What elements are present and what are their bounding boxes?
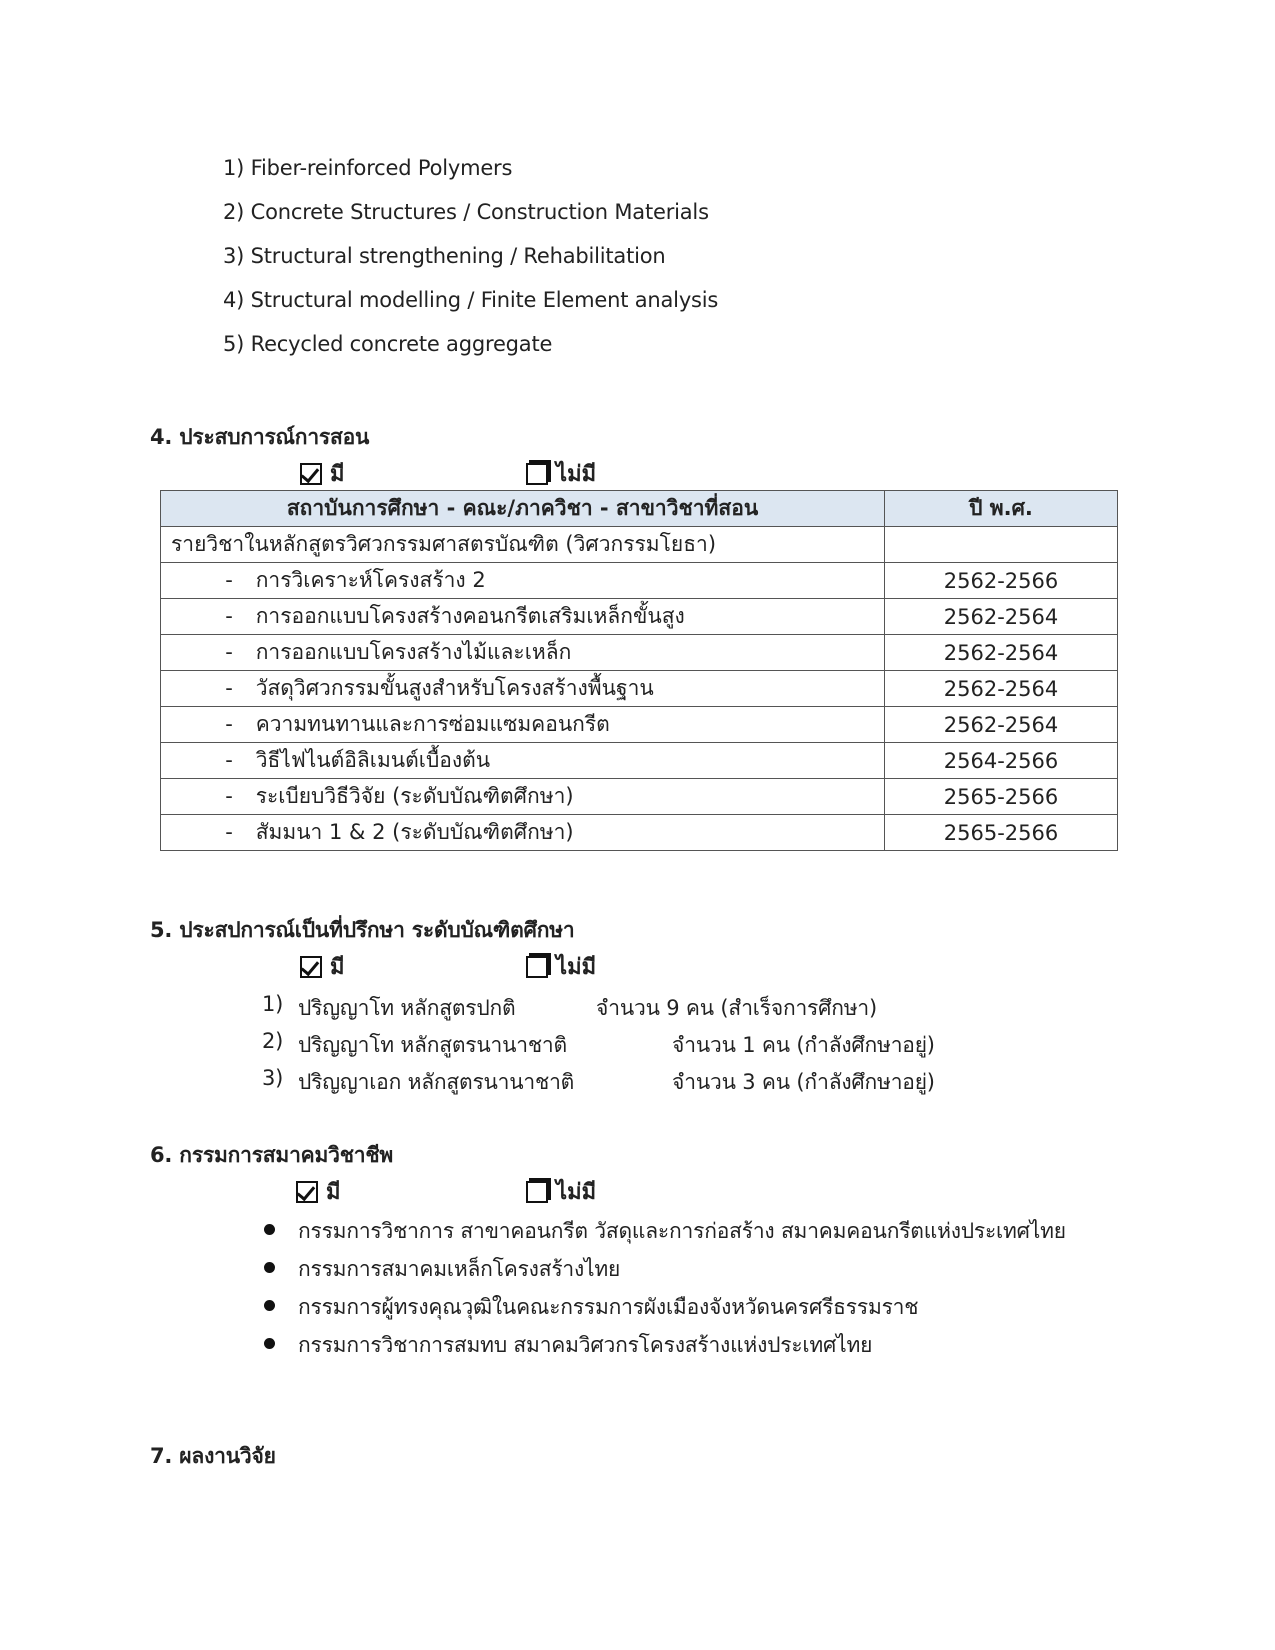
table-row [161,563,1118,599]
dash: - [225,748,233,772]
checked-box-icon[interactable] [296,1181,318,1203]
unchecked-box-icon[interactable] [526,463,548,485]
course-name: วิธีไฟไนต์อิลิเมนต์เบื้องต้น [255,748,491,772]
section5-no-option[interactable] [526,949,596,984]
course-cell [161,563,885,599]
course-cell [161,743,885,779]
research-topic-4: 4) Structural modelling / Finite Element analysis [223,288,719,312]
research-topic-5: 5) Recycled concrete aggregate [223,332,553,356]
bullet-icon [264,1338,275,1349]
table-row [161,743,1118,779]
dash: - [225,568,233,592]
table-group-row [161,527,1118,563]
unchecked-box-icon[interactable] [526,1181,548,1203]
section5-no-label: ไม่มี [556,955,597,980]
table-row [161,815,1118,851]
section4-no-option[interactable] [526,456,596,491]
section4-yes-label: มี [330,462,345,487]
course-name: วัสดุวิศวกรรมขั้นสูงสำหรับโครงสร้างพื้นฐาน [255,676,654,700]
dash: - [225,676,233,700]
section6-yes-label: มี [326,1180,341,1205]
year-cell: 2562-2564 [885,671,1118,707]
table-row [161,779,1118,815]
advisee-label-1: ปริญญาโท หลักสูตรปกติ [298,996,516,1020]
section5-heading: 5. ประสปการณ์เป็นที่ปรึกษา ระดับบัณฑิตศึกษา [150,918,575,942]
committee-item-4: กรรมการวิชาการสมทบ สมาคมวิศวกรโครงสร้างแห่งประเทศไทย [298,1333,873,1357]
dash: - [225,784,233,808]
table-row [161,671,1118,707]
course-cell [161,599,885,635]
section5-yes-option[interactable] [300,949,345,984]
header-year: ปี พ.ศ. [885,491,1118,527]
course-name: การวิเคราะห์โครงสร้าง 2 [255,568,486,592]
course-name: ความทนทานและการซ่อมแซมคอนกรีต [255,712,610,736]
research-topic-3: 3) Structural strengthening / Rehabilitation [223,244,666,268]
research-topic-2: 2) Concrete Structures / Construction Materials [223,200,709,224]
research-topic-1: 1) Fiber-reinforced Polymers [223,156,513,180]
advisee-num-1: 1) [262,992,284,1016]
committee-item-2: กรรมการสมาคมเหล็กโครงสร้างไทย [298,1257,621,1281]
advisee-count-2: จำนวน 1 คน (กำลังศึกษาอยู่) [672,1033,935,1057]
bullet-icon [264,1224,275,1235]
section4-yes-option[interactable] [300,456,345,491]
header-institution: สถาบันการศึกษา - คณะ/ภาควิชา - สาขาวิชาที่สอน [161,491,885,527]
course-cell [161,707,885,743]
dash: - [225,640,233,664]
year-cell: 2565-2566 [885,815,1118,851]
group-label: รายวิชาในหลักสูตรวิศวกรรมศาสตรบัณฑิต (วิศวกรรมโยธา) [161,527,885,563]
section6-yes-option[interactable] [296,1174,341,1209]
section6-heading: 6. กรรมการสมาคมวิชาชีพ [150,1143,394,1167]
course-name: การออกแบบโครงสร้างคอนกรีตเสริมเหล็กขั้นสูง [255,604,685,628]
year-cell: 2564-2566 [885,743,1118,779]
section6-no-label: ไม่มี [556,1180,597,1205]
teaching-table [160,490,1118,851]
advisee-count-1: จำนวน 9 คน (สำเร็จการศึกษา) [596,996,878,1020]
bullet-icon [264,1262,275,1273]
table-header-row [161,491,1118,527]
course-cell [161,779,885,815]
committee-item-3: กรรมการผู้ทรงคุณวุฒิในคณะกรรมการผังเมืองจังหวัดนครศรีธรรมราช [298,1295,919,1319]
group-year [885,527,1118,563]
year-cell: 2562-2566 [885,563,1118,599]
course-cell [161,671,885,707]
advisee-label-3: ปริญญาเอก หลักสูตรนานาชาติ [298,1070,575,1094]
table-row [161,707,1118,743]
advisee-num-2: 2) [262,1029,284,1053]
year-cell: 2562-2564 [885,635,1118,671]
section5-yes-label: มี [330,955,345,980]
course-name: สัมมนา 1 & 2 (ระดับบัณฑิตศึกษา) [255,820,574,844]
checked-box-icon[interactable] [300,463,322,485]
dash: - [225,820,233,844]
advisee-label-2: ปริญญาโท หลักสูตรนานาชาติ [298,1033,567,1057]
section4-heading: 4. ประสบการณ์การสอน [150,425,370,449]
unchecked-box-icon[interactable] [526,956,548,978]
section4-no-label: ไม่มี [556,462,597,487]
year-cell: 2562-2564 [885,599,1118,635]
course-cell [161,815,885,851]
course-name: การออกแบบโครงสร้างไม้และเหล็ก [255,640,572,664]
course-name: ระเบียบวิธีวิจัย (ระดับบัณฑิตศึกษา) [255,784,574,808]
table-row [161,599,1118,635]
bullet-icon [264,1300,275,1311]
advisee-count-3: จำนวน 3 คน (กำลังศึกษาอยู่) [672,1070,935,1094]
committee-item-1: กรรมการวิชาการ สาขาคอนกรีต วัสดุและการก่อสร้าง สมาคมคอนกรีตแห่งประเทศไทย [298,1219,1066,1243]
section7-heading: 7. ผลงานวิจัย [150,1444,276,1468]
year-cell: 2565-2566 [885,779,1118,815]
checked-box-icon[interactable] [300,956,322,978]
dash: - [225,604,233,628]
course-cell [161,635,885,671]
dash: - [225,712,233,736]
table-row [161,635,1118,671]
advisee-num-3: 3) [262,1066,284,1090]
year-cell: 2562-2564 [885,707,1118,743]
section6-no-option[interactable] [526,1174,596,1209]
